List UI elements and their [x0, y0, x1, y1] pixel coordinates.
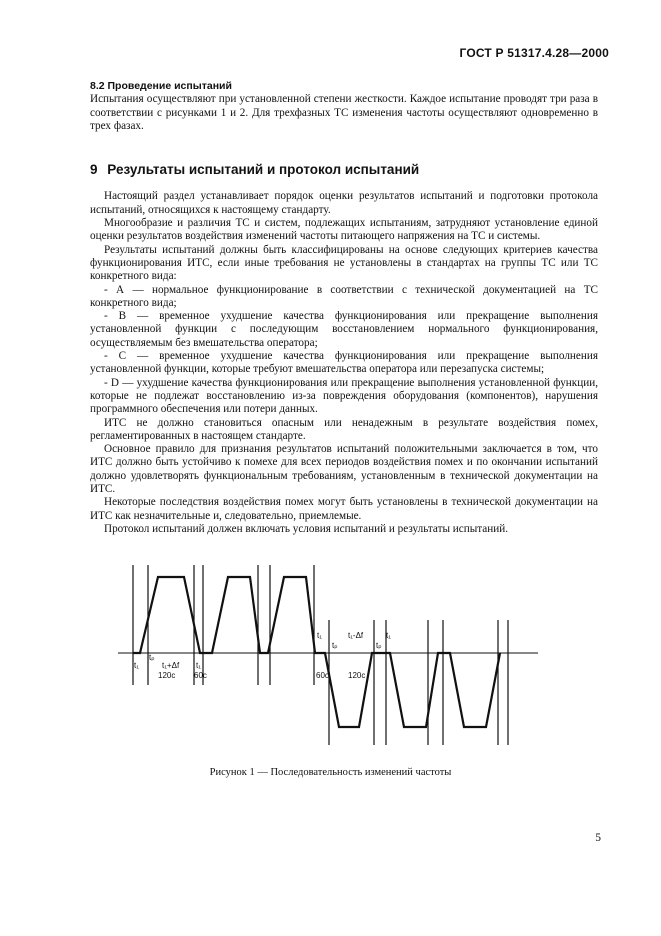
- label-t1-minus-df: t₁-Δf: [348, 631, 364, 640]
- page-number: 5: [595, 832, 601, 844]
- label-t1-plus-df: t₁+Δf: [162, 661, 180, 670]
- label-60s: 60c: [194, 671, 207, 680]
- frequency-waveform-diagram: [118, 560, 543, 750]
- paragraph: Многообразие и различия ТС и систем, подлежащих испытаниям, затрудняют установление единой оценки результатов воздействия изменений частоты питающего напряжения на ТС и системы.: [90, 217, 598, 243]
- paragraph: Основное правило для признания результатов испытаний положительными заключается в том, что ИТС должно быть устойчиво к помехе для всех периодов воздействия помех и по окончании испытаний должно удовлетворять функциональным требованиям, установленным в технической документации на ИТС.: [90, 443, 598, 496]
- label-120s: 120c: [348, 671, 366, 680]
- document-header: ГОСТ Р 51317.4.28—2000: [459, 46, 609, 60]
- paragraph: ИТС не должно становиться опасным или ненадежным в результате воздействия помех, регламентированных в настоящем стандарте.: [90, 416, 598, 442]
- criterion-d: - D — ухудшение качества функционирования или прекращение выполнения установленной функции, которые не подлежат восстановлению из-за повреждения оборудования (компонентов), нарушения программного обеспечения или потери данных.: [90, 376, 598, 416]
- section-title: [90, 163, 598, 176]
- section-title-text: Результаты испытаний и протокол испытаний: [107, 162, 420, 178]
- paragraph: Настоящий раздел устанавливает порядок оценки результатов испытаний и подготовки протокола испытаний, относящихся к настоящему стандарту.: [90, 190, 598, 216]
- section-body: [90, 190, 598, 536]
- criterion-c: - С — временное ухудшение качества функционирования или прекращение выполнения установленной функции, которые требуют вмешательства оператора или перезапуска системы;: [90, 350, 598, 376]
- frequency-sequence-figure: [118, 560, 543, 755]
- label-tp: tₚ: [149, 653, 155, 662]
- label-t1: t₁: [196, 661, 201, 670]
- label-tp: tₚ: [332, 641, 338, 650]
- page-content: [90, 80, 598, 536]
- paragraph: Некоторые последствия воздействия помех могут быть установлены в технической документации на ИТС как незначительные и, следовательно, приемлемые.: [90, 496, 598, 522]
- criterion-a: - А — нормальное функционирование в соответствии с технической документацией на ТС конкретного вида;: [90, 283, 598, 309]
- section-number: 9: [90, 162, 98, 178]
- label-60s: 60c: [316, 671, 329, 680]
- frequency-waveform: [133, 577, 500, 727]
- label-t1: t₁: [386, 631, 391, 640]
- paragraph: Результаты испытаний должны быть классифицированы на основе следующих критериев качества функционирования ИТС, если иные требования не установлены в стандартах на группы ТС или ТС конкретного вида:: [90, 243, 598, 283]
- subsection-text: Испытания осуществляют при установленной степени жесткости. Каждое испытание проводят три раза в соответствии с рисунками 1 и 2. Для трехфазных ТС изменения частоты осуществляют одновременно в трех фазах.: [90, 93, 598, 132]
- time-markers: [133, 565, 508, 745]
- label-tp: tₚ: [376, 641, 382, 650]
- label-t1: t₁: [317, 631, 322, 640]
- label-t1: t₁: [134, 661, 139, 670]
- figure-caption: Рисунок 1 — Последовательность изменений частоты: [209, 767, 452, 778]
- criterion-b: - В — временное ухудшение качества функционирования или прекращение выполнения установленной функции с последующим восстановлением нормального функционирования, осуществляемым без вмешательства оператора;: [90, 310, 598, 349]
- paragraph: Протокол испытаний должен включать условия испытаний и результаты испытаний.: [104, 522, 509, 535]
- label-120s: 120c: [158, 671, 176, 680]
- subsection-heading: 8.2 Проведение испытаний: [90, 80, 232, 92]
